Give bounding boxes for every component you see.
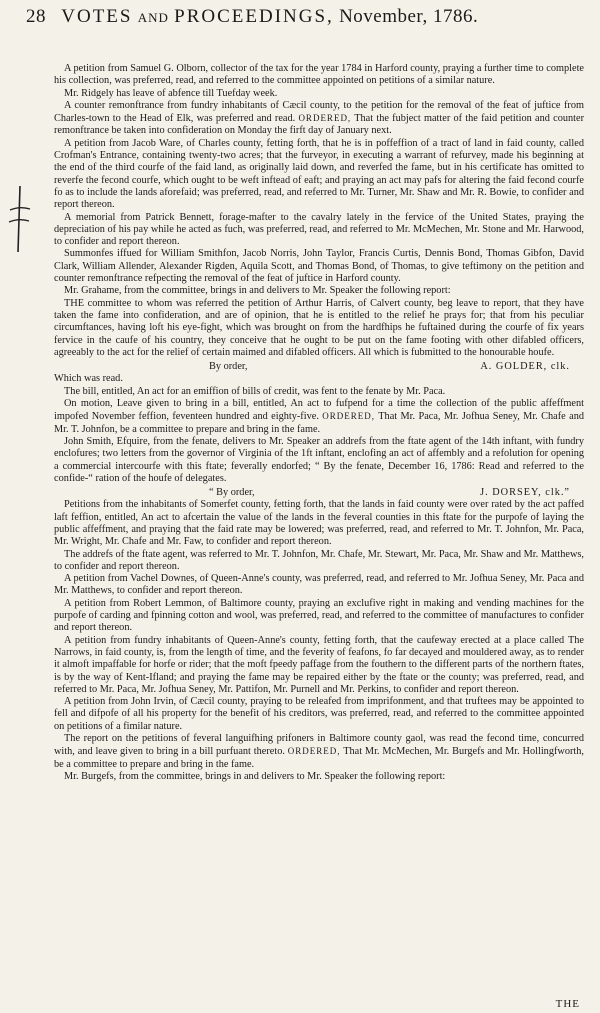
ordered-label: ORDERED, [322, 411, 376, 422]
paragraph-counter-remonstrance [54, 100, 584, 138]
paragraph-burgess-report: Mr. Burgefs, from the committee, brings in and delivers to Mr. Speaker the following report: [64, 770, 446, 782]
header-date: November, 1786. [339, 6, 479, 27]
paragraph-prisoners-report [54, 733, 584, 771]
signature-by-order: By order, [209, 361, 248, 373]
paragraph-olborn-petition: A petition from Samuel G. Olborn, collector of the tax for the year 1784 in Harford county, praying a further time to complete his collection, was preferred, read, and referred to the committee appointed on petitions of a similar nature. [54, 63, 584, 87]
signature-clerk: J. DORSEY, clk.” [480, 487, 570, 499]
paragraph-ridgely-leave: Mr. Ridgely has leave of abfence till Tuefday week. [64, 87, 278, 99]
signature-clerk: A. GOLDER, clk. [480, 361, 570, 373]
paragraph-somerset-petitions: Petitions from the inhabitants of Somerfet county, fetting forth, that the lands in faid county were over rated by the act paffed laft feffion, entitled, An act to afcertain the value of the lands in the feveral counties in this ftate for the purpofe of laying the public affeffment, and praying that the faid rate may be lowered; was preferred, read, and referred to Mr. T. Johnfon, Mr. Paca, Mr. Wright, Mr. Chafe and Mr. Faw, to confider and report thereon. [54, 499, 584, 548]
ordered-sentence: That the fubject matter of the faid petition and counter remonftrance be taken into confideration on Monday the firft day of January next. [54, 113, 584, 137]
title-proceedings: PROCEEDINGS, [174, 6, 334, 27]
paragraph-smith-address: John Smith, Efquire, from the fenate, delivers to Mr. Speaker an addrefs from the ftate agent of the 14th inftant, with fundry enclofures; two letters from the governor of Virginia of the 1ft inftant, enclofing an act of affembly and a refolution for opening a commercial intercourfe with this ftate; feverally endorfed; “ By the fenate, December 16, 1786: Read and referred to the confide-“ ration of the houfe of delegates. [54, 435, 584, 484]
ordered-label: ORDERED, [287, 746, 341, 757]
counter-remonstrance-text: A counter remonftrance from fundry inhabitants of Cæcil county, to the petition for the removal of the feat of juftice from Charles-town to the Head of Elk, was preferred and read. [54, 99, 584, 125]
paragraph-lemmon-petition: A petition from Robert Lemmon, of Baltimore county, praying an exclufive right in making and vending machines for the purpofe of carding and fpinning cotton and wool, was preferred, read, and referred to the committee of manufactures to confider and report thereon. [54, 597, 584, 634]
prisoners-report-text: The report on the petitions of feveral languifhing prifoners in Baltimore county gaol, was read the fecond time, concurred with, and leave given to bring in a bill purfuant thereto. [54, 733, 584, 758]
paragraph-summonses: Summonfes iffued for William Smithfon, Jacob Norris, John Taylor, Francis Curtis, Dennis Bond, Thomas Gibfon, David Clark, William Allender, Alexander Rigden, Aquila Scott, and Thomas Bond, of Thomas, to give teftimony on the petition and counter remonftrance refpecting the removal of the feat of juftice in Harford county. [54, 248, 584, 285]
title-and: AND [137, 10, 169, 25]
paragraph-bennett-memorial: A memorial from Patrick Bennett, forage-mafter to the cavalry lately in the fervice of the United States, praying the depreciation of his pay while he acted as fuch, was preferred, read, and referred to Mr. McMechen, Mr. Stone and Mr. Harwood, to confider and report thereon. [54, 211, 584, 248]
ordered-label: ORDERED, [298, 113, 352, 124]
paragraph-state-agent-address: The addrefs of the ftate agent, was referred to Mr. T. Johnfon, Mr. Chafe, Mr. Stewart, Mr. Paca, Mr. Shaw and Mr. Matthews, to confider and report thereon. [54, 548, 584, 572]
paragraph-ware-petition: A petition from Jacob Ware, of Charles county, fetting forth, that he is in poffeffion of a tract of land in faid county, called Crofman's Entrance, containing twenty-two acres; that the furveyor, in executing a warrant of refurvey, made his beginning at the end of the third courfe of the faid land, as originally laid down, and reverfed the fame, but in his certificate has omitted to reverfe the fecond courfe, which ought to be weft inftead of eaft; and praying an act may pafs for altering the faid fecond courfe fo as to include the lands aforefaid; was preferred, read, and referred to Mr. Turner, Mr. Shaw and Mr. R. Bowie, to confider and report thereon. [54, 137, 584, 211]
paragraph-bill-credit: The bill, entitled, An act for an emiffion of bills of credit, was fent to the fenate by Mr. Paca. [64, 385, 446, 397]
page-number: 28 [26, 6, 46, 27]
signature-golder [54, 361, 584, 373]
paragraph-which-was-read: Which was read. [54, 373, 123, 385]
title-votes: VOTES [61, 6, 133, 27]
ordered-sentence: That Mr. McMechen, Mr. Burgefs and Mr. Hollingfworth, be a committee to prepare and bring in the fame. [54, 746, 585, 770]
paragraph-irvin-petition: A petition from John Irvin, of Cæcil county, praying to be releafed from imprifonment, and that truftees may be appointed to fell and difpofe of all his property for the benefit of his creditors, was preferred, read, and referred to the committee appointed on petitions of a fimilar nature. [54, 696, 584, 732]
motion-text: On motion, Leave given to bring in a bill, entitled, An act to fufpend for a time the collection of the public affeffment impofed November feffion, feventeen hundred and eighty-five. [54, 398, 584, 423]
paragraph-harris-report: THE committee to whom was referred the petition of Arthur Harris, of Calvert county, beg leave to report, that they have taken the fame into confideration, and are of opinion, that he is entitled to the relief he prays for; that from his peculiar circumftances, having loft his eye-fight, which was brought on from the hardfhips he fuftained during the courfe of fix years fervice in the caufe of his country, they conceive that he ought to be put on the fame footing with other difabled officers, agreeably to the act for the relief of certain maimed and difabled officers. All which is fubmitted to the honourable houfe. [54, 297, 584, 358]
ordered-sentence: That Mr. Paca, Mr. Jofhua Seney, Mr. Chafe and Mr. T. Johnfon, be a committee to prepare and bring in the fame. [54, 411, 584, 435]
paragraph-grahame-report: Mr. Grahame, from the committee, brings in and delivers to Mr. Speaker the following report: [64, 285, 451, 297]
handwritten-margin-mark [4, 184, 34, 254]
paragraph-motion [54, 398, 584, 436]
paragraph-causeway-petition: A petition from fundry inhabitants of Queen-Anne's county, fetting forth, that the caufeway erected at a place called The Narrows, in faid county, is, from the length of time, and the feverity of feafons, fo far decayed and mouldered away, as to render it almoft impaffable for horfe or rider; that the moft fpeedy paffage from the fouthern to the different parts of the northern ftates, is by the way of Kent-Ifland; and praying the fame may be repaired either by the ftate or the county; was preferred, read, and referred to Mr. Paca, Mr. Jofhua Seney, Mr. Pattifon, Mr. Purnell and Mr. Perkins, to confider and report thereon. [54, 634, 584, 695]
page-header [26, 6, 586, 36]
paragraph-downes-petition: A petition from Vachel Downes, of Queen-Anne's county, was preferred, read, and referred to Mr. Jofhua Seney, Mr. Paca and Mr. Matthews, to confider and report thereon. [54, 573, 584, 597]
catchword: THE [555, 998, 580, 1010]
document-body [54, 63, 584, 783]
signature-dorsey [54, 487, 584, 499]
signature-by-order: “ By order, [209, 487, 255, 499]
